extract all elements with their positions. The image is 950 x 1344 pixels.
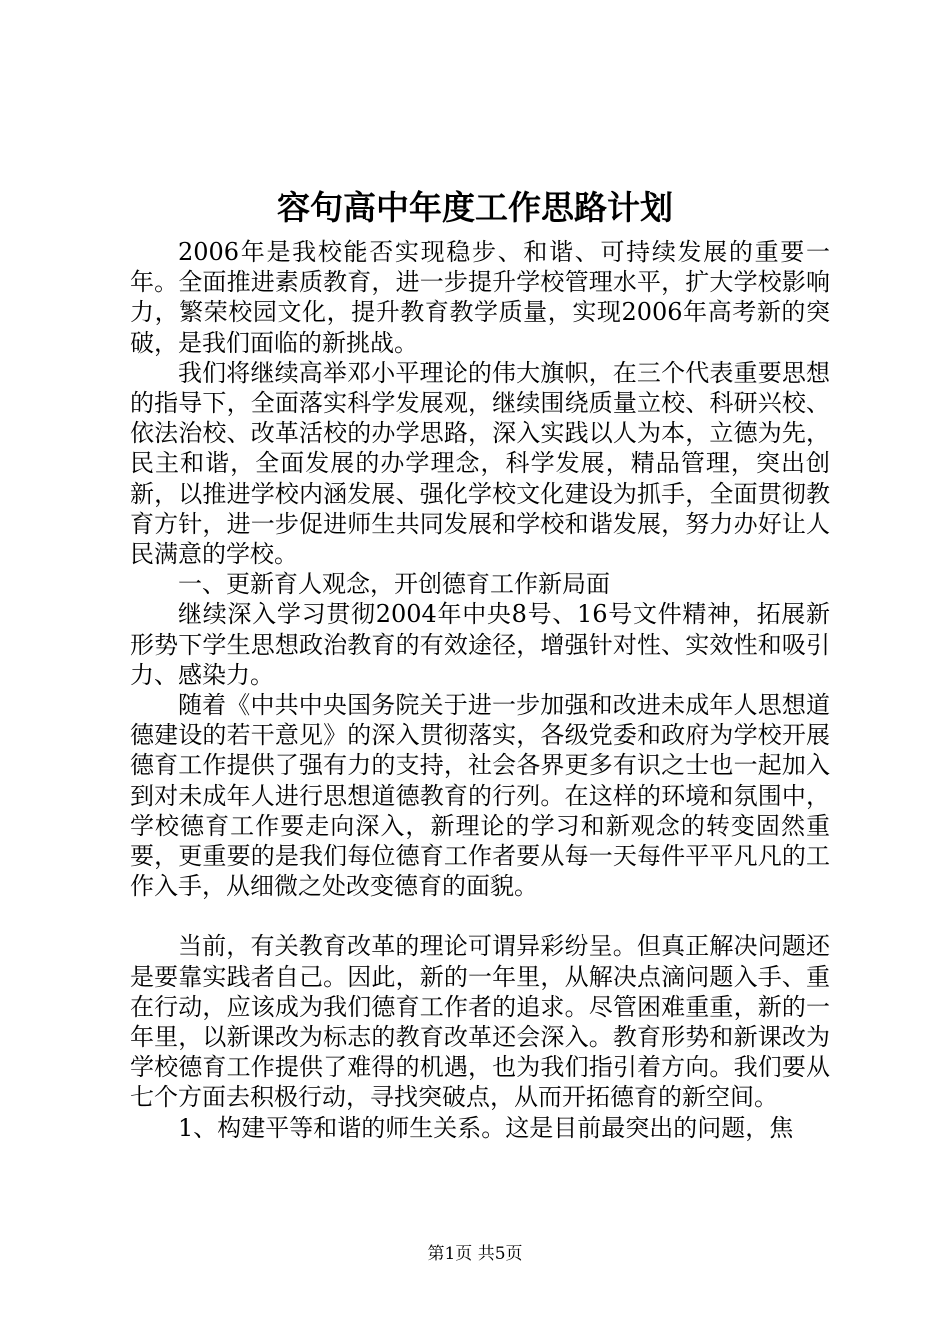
page-number-footer: 第1页 共5页 <box>427 1244 523 1264</box>
document-title: 容句高中年度工作思路计划 <box>277 188 673 227</box>
paragraph-opinions-implementation: 随着《中共中央国务院关于进一步加强和改进未成年人思想道德建设的若干意见》的深入贯彻落实，各级党委和政府为学校开展德育工作提供了强有力的支持，社会各界更多有识之士也一起加入到对未成年人进行思想道德教育的行列。在这样的环境和氛围中，学校德育工作要走向深入，新理论的学习和新观念的转变固然重要，更重要的是我们每位德育工作者要从每一天每件平平凡凡的工作入手，从细微之处改变德育的面貌。 <box>130 691 830 901</box>
paragraph-guiding-thought: 我们将继续高举邓小平理论的伟大旗帜，在三个代表重要思想的指导下，全面落实科学发展观，继续围绕质量立校、科研兴校、依法治校、改革活校的办学思路，深入实践以人为本，立德为先，民主和谐，全面发展的办学理念，科学发展，精品管理，突出创新，以推进学校内涵发展、强化学校文化建设为抓手，全面贯彻教育方针，进一步促进师生共同发展和学校和谐发展，努力办好让人民满意的学校。 <box>130 358 830 569</box>
paragraph-intro: 2006年是我校能否实现稳步、和谐、可持续发展的重要一年。全面推进素质教育，进一步提升学校管理水平，扩大学校影响力，繁荣校园文化，提升教育教学质量，实现2006年高考新的突破，是我们面临的新挑战。 <box>130 238 830 357</box>
section-heading-moral-education: 一、更新育人观念，开创德育工作新局面 <box>178 570 610 599</box>
paragraph-teacher-student-relations: 1、构建平等和谐的师生关系。这是目前最突出的问题，焦 <box>178 1113 794 1142</box>
paragraph-education-reform: 当前，有关教育改革的理论可谓异彩纷呈。但真正解决问题还是要靠实践者自己。因此，新的一年里，从解决点滴问题入手、重在行动，应该成为我们德育工作者的追求。尽管困难重重，新的一年里，以新课改为标志的教育改革还会深入。教育形势和新课改为学校德育工作提供了难得的机遇，也为我们指引着方向。我们要从七个方面去积极行动，寻找突破点，从而开拓德育的新空间。 <box>130 932 830 1112</box>
paragraph-spacer <box>130 901 830 931</box>
document-body <box>130 237 830 1143</box>
paragraph-document-study: 继续深入学习贯彻2004年中央8号、16号文件精神，拓展新形势下学生思想政治教育的有效途径，增强针对性、实效性和吸引力、感染力。 <box>130 600 830 689</box>
